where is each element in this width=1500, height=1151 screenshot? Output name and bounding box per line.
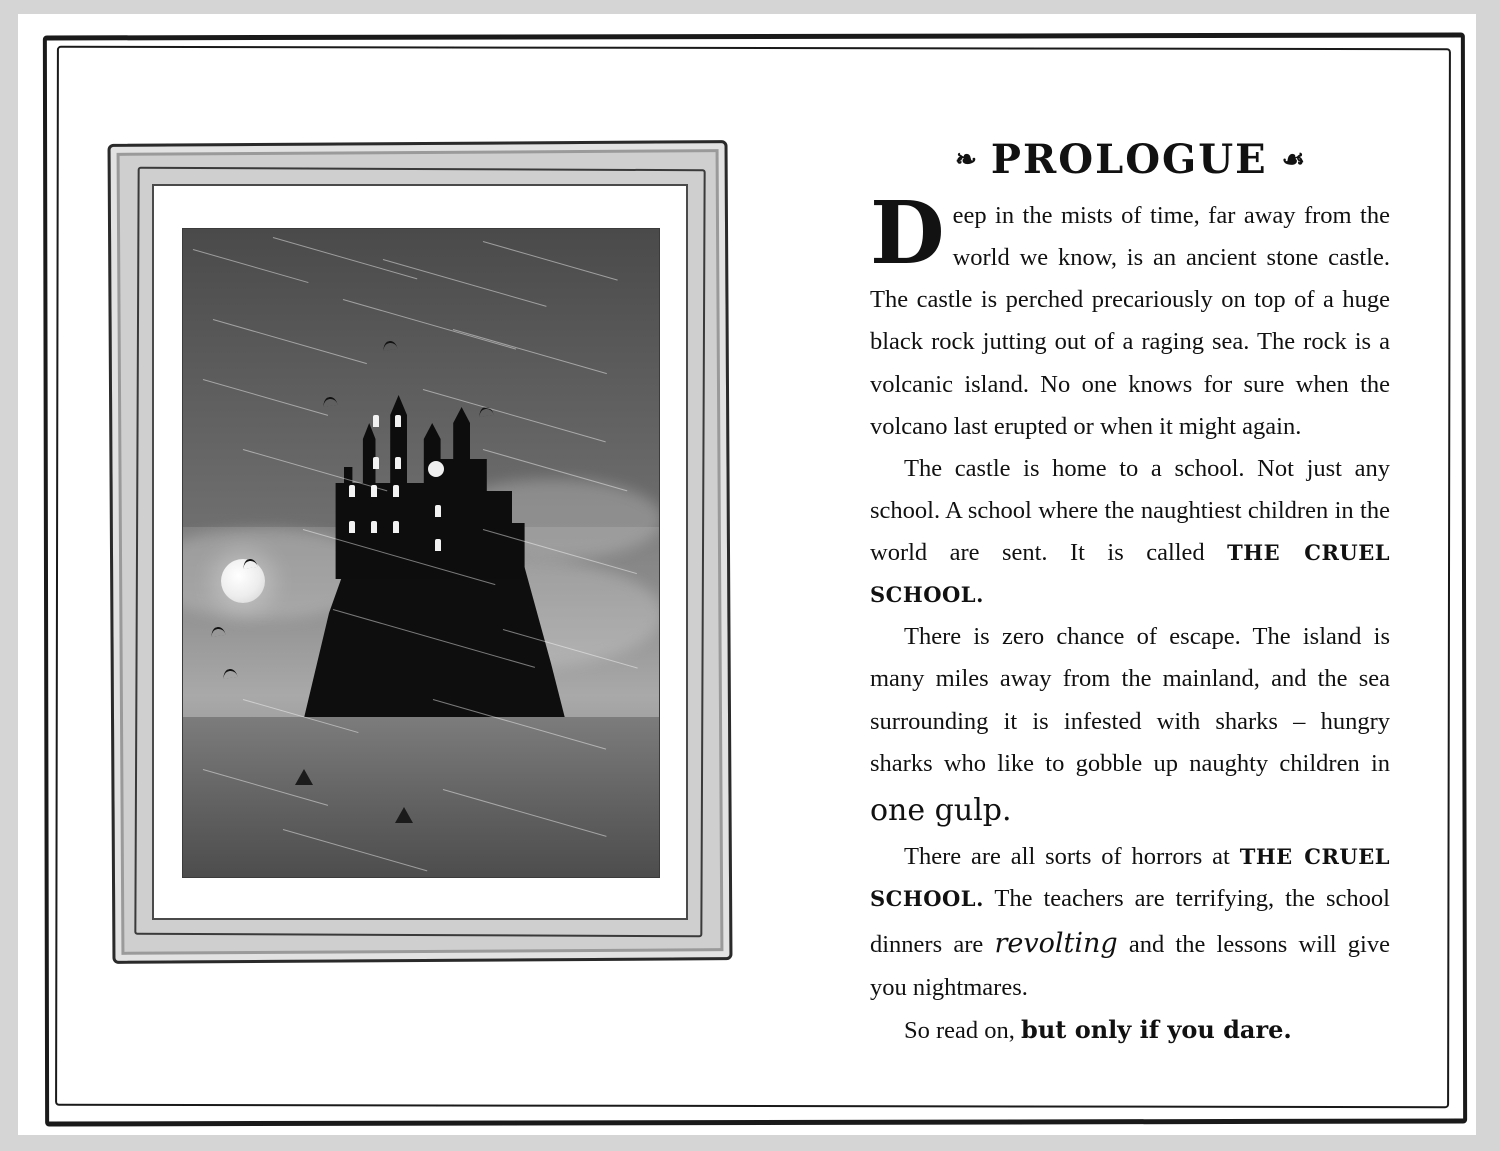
ornament-left-icon: ❧ (955, 145, 977, 175)
castle-window (435, 539, 441, 551)
revolting-emphasis: revolting (994, 927, 1118, 959)
paragraph-5-text: So read on, (904, 1017, 1022, 1045)
cruel-school-caps: THE CRUEL SCHOOL. (870, 540, 1390, 608)
illustration-block (110, 142, 730, 962)
castle-window (349, 521, 355, 533)
castle-window (373, 415, 379, 427)
bird-icon (210, 626, 225, 637)
castle-window (393, 485, 399, 497)
castle-window (393, 521, 399, 533)
page-title (870, 136, 1390, 183)
text-column (870, 136, 1390, 1052)
shark-fin-icon (395, 807, 413, 823)
castle-window (371, 521, 377, 533)
one-gulp-emphasis: one gulp. (870, 792, 1012, 828)
bird-icon (222, 668, 237, 679)
castle-window (373, 457, 379, 469)
paragraph-4-text-b: The teachers are terrifying, the school dinners are (870, 885, 1390, 958)
cruel-school-caps: THE CRUEL SCHOOL. (870, 844, 1390, 912)
paragraph-4-text-c: and the lessons will give you nightmares. (870, 930, 1390, 1002)
drop-cap: D (870, 183, 945, 284)
paragraph-4-text-a: There are all sorts of horrors at (904, 843, 1240, 871)
prologue-body (870, 183, 1390, 1052)
castle-window (395, 415, 401, 427)
castle-window (435, 505, 441, 517)
paragraph-2-text: The castle is home to a school. Not just any school. A school where the naughtiest children in the world are sent. It is called (870, 454, 1390, 566)
paragraph-3 (870, 616, 1390, 836)
paragraph-4 (870, 836, 1390, 1009)
page-title-label: PROLOGUE (990, 136, 1268, 183)
paragraph-1 (870, 183, 1390, 448)
ornament-right-icon: ☙ (1281, 145, 1305, 175)
castle-window (395, 457, 401, 469)
paragraph-3-text: There is zero chance of escape. The island is many miles away from the mainland, and the sea surrounding it is infested with sharks – hungry sharks who like to gobble up naughty children in (870, 623, 1390, 777)
stormy-sea (183, 717, 659, 877)
paragraph-5 (870, 1009, 1390, 1052)
castle-illustration (182, 228, 660, 878)
paragraph-1-text: eep in the mists of time, far away from the world we know, is an ancient stone castle. The castle is perched precariously on top of a huge black rock jutting out of a raging sea. The rock is a volcanic island. No one knows for sure when the volcano last erupted or when it might again. (870, 202, 1390, 440)
shark-fin-icon (295, 769, 313, 785)
clock-icon (428, 461, 444, 477)
book-page (18, 14, 1476, 1135)
castle-window (349, 485, 355, 497)
dare-emphasis: but only if you dare. (1021, 1015, 1292, 1045)
paragraph-2 (870, 448, 1390, 617)
